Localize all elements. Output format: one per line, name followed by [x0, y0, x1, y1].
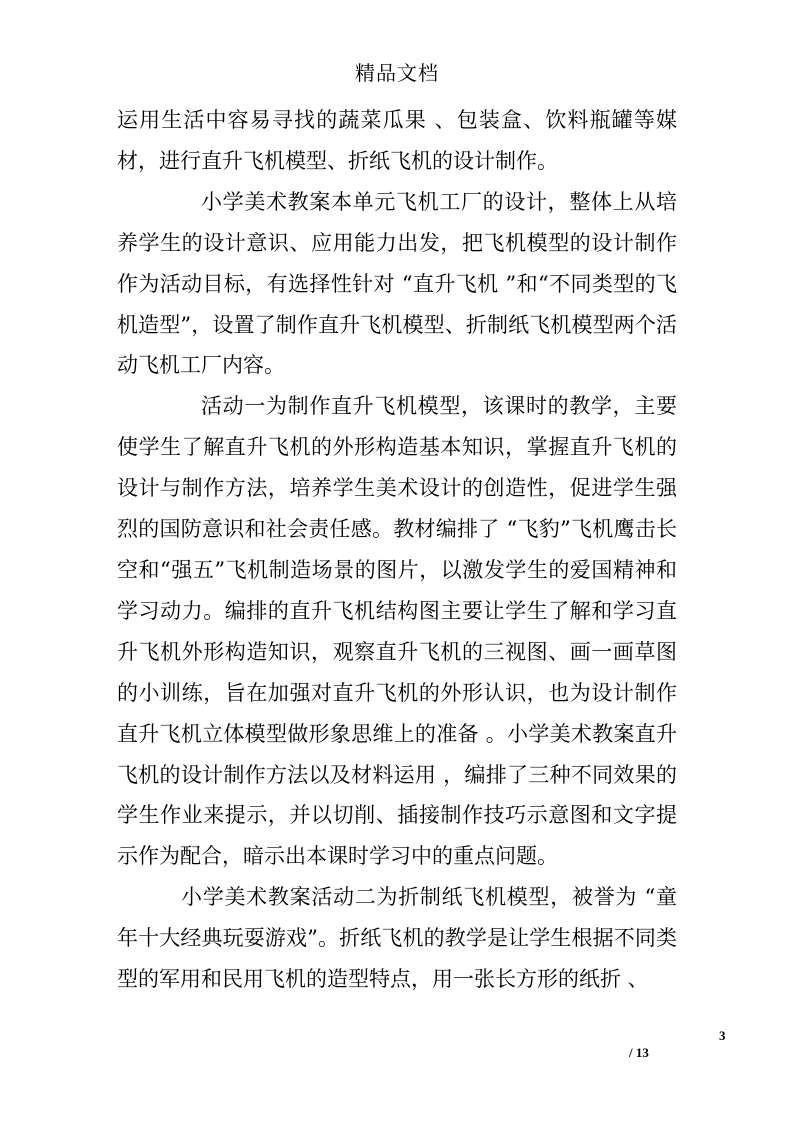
- paragraph: 活动一为制作直升飞机模型，该课时的教学，主要使学生了解直升飞机的外形构造基本知识，掌握直升飞机的设计与制作方法，培养学生美术设计的创造性，促进学生强烈的国防意识和社会责任感。教材编排了 “飞豹”飞机鹰击长空和“强五”飞机制造场景的图片，以激发学生的爱国精神和学习动力。编排的直升飞机结构图主要让学生了解和学习直升飞机外形构造知识，观察直升飞机的三视图、画一画草图的小训练，旨在加强对直升飞机的外形认识，也为设计制作直升飞机立体模型做形象思维上的准备 。小学美术教案直升飞机的设计制作方法以及材料运用 ，编排了三种不同效果的学生作业来提示，并以切削、插接制作技巧示意图和文字提示作为配合，暗示出本课时学习中的重点问题。: [117, 394, 677, 869]
- page-number: 3: [719, 1028, 726, 1043]
- page-total: / 13: [629, 1045, 649, 1060]
- paragraph: 小学美术教案本单元飞机工厂的设计，整体上从培养学生的设计意识、应用能力出发，把飞机模型的设计制作作为活动目标，有选择性针对 “直升飞机 ”和“不同类型的飞机造型”，设置了制作直升飞机模型、折制纸飞机模型两个活动飞机工厂内容。: [117, 189, 677, 378]
- paragraph: 运用生活中容易寻找的蔬菜瓜果 、包装盒、饮料瓶罐等媒材，进行直升飞机模型、折纸飞机的设计制作。: [117, 108, 677, 173]
- page-header: 精品文档: [355, 61, 439, 85]
- paragraph: 小学美术教案活动二为折制纸飞机模型，被誉为 “童年十大经典玩耍游戏”。折纸飞机的教学是让学生根据不同类型的军用和民用飞机的造型特点，用一张长方形的纸折 、: [117, 885, 677, 992]
- document-body: [117, 100, 677, 1000]
